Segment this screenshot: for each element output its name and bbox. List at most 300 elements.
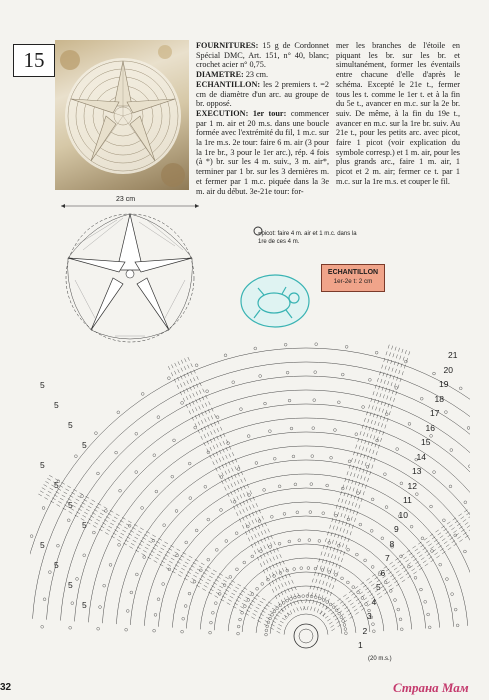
stitch-mark <box>187 365 189 369</box>
stitch-mark <box>327 568 328 572</box>
chain-loop <box>115 451 118 454</box>
chain-loop <box>97 472 100 475</box>
stitch-mark <box>389 411 390 415</box>
stitch-mark <box>184 366 186 370</box>
stitch-mark <box>395 369 396 373</box>
stitch-mark <box>277 631 280 633</box>
stitch-mark <box>359 505 360 509</box>
stitch-mark <box>186 396 188 400</box>
stitch-mark <box>270 558 272 562</box>
stitch-mark <box>211 416 213 420</box>
gauge-sample-box <box>321 264 385 292</box>
chain-loop <box>345 632 348 635</box>
stitch-mark <box>50 488 53 490</box>
chain-loop <box>109 563 112 566</box>
chain-loop <box>357 591 360 594</box>
stitch-mark <box>355 459 356 463</box>
stitch-mark <box>396 354 397 358</box>
stitch-mark <box>208 417 210 421</box>
stitch-mark <box>110 523 113 525</box>
chain-loop <box>30 535 33 538</box>
chain-loop <box>326 484 329 487</box>
stitch-mark <box>333 526 334 530</box>
stitch-mark <box>184 382 186 386</box>
chain-loop <box>315 343 318 346</box>
chain-loop <box>309 511 312 514</box>
stitch-mark <box>403 557 406 559</box>
stitch-mark <box>345 500 346 504</box>
stitch-mark <box>332 629 335 631</box>
stitch-mark <box>382 365 383 369</box>
doily-photo-illustration <box>55 40 189 190</box>
chain-loop <box>318 540 321 543</box>
stitch-mark <box>393 353 394 357</box>
stitch-mark <box>255 519 257 523</box>
stitch-mark <box>109 526 112 528</box>
stitch-mark <box>360 431 361 435</box>
stitch-mark <box>45 481 48 483</box>
stitch-mark <box>192 409 194 413</box>
stitch-mark <box>351 517 352 521</box>
chain-loop <box>306 595 309 598</box>
chain-loop <box>258 520 261 523</box>
stitch-mark <box>272 589 274 593</box>
fan-label: 5 <box>40 540 45 550</box>
stitch-mark <box>142 554 145 556</box>
fan-label: 5 <box>54 560 59 570</box>
chain-loop <box>397 608 400 611</box>
chain-loop <box>372 623 375 626</box>
stitch-mark <box>346 597 349 599</box>
stitch-mark <box>405 560 408 562</box>
stitch-mark <box>350 487 351 491</box>
stitch-mark <box>463 520 466 522</box>
stitch-mark <box>277 628 280 630</box>
chain-loop <box>273 457 276 460</box>
stitch-mark <box>467 525 470 527</box>
stitch-mark <box>358 460 359 464</box>
chain-loop <box>302 595 305 598</box>
chain-loop <box>103 584 106 587</box>
chain-loop <box>385 413 388 416</box>
chain-loop <box>347 518 350 521</box>
chain-loop <box>404 360 407 363</box>
row-label: 17 <box>430 408 440 418</box>
stitch-mark <box>405 350 406 354</box>
chain-loop <box>199 569 202 572</box>
chain-loop <box>449 485 452 488</box>
stitch-mark <box>338 498 339 502</box>
stitch-mark <box>83 515 86 517</box>
chain-loop <box>259 375 262 378</box>
stitch-mark <box>278 624 281 626</box>
stitch-mark <box>217 428 219 432</box>
stitch-mark <box>380 438 381 442</box>
stitch-mark <box>312 579 313 583</box>
stitch-mark <box>223 441 225 445</box>
chain-loop <box>220 509 223 512</box>
stitch-mark <box>352 606 355 608</box>
stitch-mark <box>398 348 399 352</box>
chain-loop <box>395 387 398 390</box>
chain-loop <box>371 498 374 501</box>
stitch-mark <box>246 507 248 511</box>
stitch-mark <box>329 539 330 543</box>
stitch-mark <box>438 533 441 535</box>
stitch-mark <box>382 409 383 413</box>
stitch-mark <box>147 544 150 546</box>
stitch-mark <box>143 550 146 552</box>
stitch-mark <box>251 536 253 540</box>
stitch-mark <box>232 452 234 456</box>
stitch-mark <box>171 365 173 369</box>
stitch-mark <box>164 542 167 544</box>
stitch-mark <box>177 385 179 389</box>
chain-loop <box>207 558 210 561</box>
stitch-mark <box>249 506 251 510</box>
stitch-mark <box>183 565 186 567</box>
stitch-mark <box>258 533 260 537</box>
stitch-mark <box>338 557 339 561</box>
stitch-mark <box>274 541 276 545</box>
chain-loop <box>251 555 254 558</box>
chain-loop <box>396 448 399 451</box>
stitch-mark <box>300 607 302 611</box>
stitch-mark <box>199 406 201 410</box>
stitch-mark <box>40 491 43 493</box>
row-label: 7 <box>385 553 390 563</box>
stitch-mark <box>392 346 393 350</box>
stitch-mark <box>390 588 393 590</box>
stitch-mark <box>199 390 201 394</box>
stitch-mark <box>168 366 170 370</box>
chain-loop <box>400 482 403 485</box>
stitch-mark <box>225 471 227 475</box>
fan-label: 5 <box>68 500 73 510</box>
chain-loop <box>459 387 462 390</box>
chain-loop <box>265 633 268 636</box>
stitch-mark <box>175 363 177 367</box>
chain-loop <box>260 550 263 553</box>
chain-loop <box>176 554 179 557</box>
stitch-mark <box>323 581 324 585</box>
chain-loop <box>69 626 72 629</box>
stitch-mark <box>202 589 205 591</box>
stitch-mark <box>86 509 89 511</box>
chain-loop <box>370 529 373 532</box>
stitch-mark <box>65 489 68 491</box>
chain-loop <box>290 598 293 601</box>
stitch-mark <box>231 483 233 487</box>
chain-loop <box>48 571 51 574</box>
stitch-mark <box>311 593 312 597</box>
chain-loop <box>347 548 350 551</box>
chain-loop <box>155 490 158 493</box>
chain-loop <box>236 568 239 571</box>
stitch-mark <box>424 538 427 540</box>
chain-loop <box>264 402 267 405</box>
stitch-mark <box>436 530 439 532</box>
stitch-mark <box>264 545 266 549</box>
stitch-mark <box>183 398 185 402</box>
stitch-mark <box>365 462 366 466</box>
chain-loop <box>375 351 378 354</box>
stitch-mark <box>348 600 351 602</box>
stitch-mark <box>145 547 148 549</box>
stitch-mark <box>225 487 227 491</box>
stitch-mark <box>352 502 353 506</box>
stitch-mark <box>325 538 326 542</box>
chain-loop <box>241 611 244 614</box>
stitch-mark <box>167 564 170 566</box>
chain-loop <box>442 519 445 522</box>
chain-loop <box>232 381 235 384</box>
stitch-mark <box>218 589 221 591</box>
stitch-mark <box>188 357 190 361</box>
chain-loop <box>273 610 276 613</box>
stitch-mark <box>178 575 181 577</box>
chain-loop <box>235 532 238 535</box>
stitch-mark <box>228 485 230 489</box>
stitch-mark <box>228 599 231 601</box>
chain-loop <box>261 583 264 586</box>
chain-loop <box>337 544 340 547</box>
stitch-mark <box>413 546 416 548</box>
fan-label: 5 <box>82 520 87 530</box>
stitch-mark <box>330 525 331 529</box>
stitch-mark <box>377 378 378 382</box>
stitch-mark <box>209 576 212 578</box>
stitch-mark <box>95 522 98 524</box>
chain-loop <box>75 455 78 458</box>
stitch-mark <box>262 598 265 600</box>
chain-loop <box>368 378 371 381</box>
stitch-mark <box>383 394 384 398</box>
stitch-mark <box>294 594 296 598</box>
stitch-mark <box>219 458 221 462</box>
stitch-mark <box>282 618 285 620</box>
chain-loop <box>188 592 191 595</box>
stitch-mark <box>321 552 322 556</box>
stitch-mark <box>235 466 237 470</box>
chain-loop <box>268 430 271 433</box>
stitch-mark <box>205 418 207 422</box>
stitch-mark <box>121 533 124 535</box>
chain-loop <box>400 628 403 631</box>
chain-loop <box>263 488 266 491</box>
stitch-mark <box>180 571 183 573</box>
chain-loop <box>278 542 281 545</box>
chain-loop <box>181 402 184 405</box>
stitch-mark <box>92 500 95 502</box>
chain-loop <box>207 518 210 521</box>
chain-loop <box>254 347 257 350</box>
stitch-mark <box>362 461 363 465</box>
stitch-mark <box>399 370 400 374</box>
stitch-mark <box>189 395 191 399</box>
stitch-mark <box>38 494 41 496</box>
stitch-mark <box>129 546 132 548</box>
stitch-mark <box>370 434 371 438</box>
chain-loop <box>269 546 272 549</box>
stitch-mark <box>377 593 380 595</box>
stitch-mark <box>392 565 395 567</box>
stitch-mark <box>332 540 333 544</box>
stitch-mark <box>69 511 72 513</box>
stitch-mark <box>381 379 382 383</box>
stitch-mark <box>390 397 391 401</box>
stitch-mark <box>266 576 268 580</box>
stitch-mark <box>469 528 470 530</box>
stitch-mark <box>128 521 131 523</box>
chain-loop <box>308 539 311 542</box>
chain-loop <box>188 462 191 465</box>
chain-loop <box>451 593 454 596</box>
stitch-mark <box>105 532 108 534</box>
stitch-mark <box>253 613 256 615</box>
stitch-mark <box>174 371 176 375</box>
row-label: 4 <box>371 596 377 607</box>
chain-loop <box>456 624 459 627</box>
stitch-mark <box>276 571 278 575</box>
stitch-mark <box>46 494 49 496</box>
chain-loop <box>321 569 324 572</box>
stitch-mark <box>136 534 139 536</box>
stitch-mark <box>440 536 443 538</box>
chain-loop <box>271 613 274 616</box>
stitch-mark <box>369 449 370 453</box>
stitch-mark <box>363 491 364 495</box>
chain-loop <box>408 422 411 425</box>
stitch-mark <box>48 491 51 493</box>
stitch-mark <box>360 592 363 594</box>
stitch-mark <box>201 420 203 424</box>
stitch-mark <box>44 497 47 499</box>
chain-loop <box>284 343 287 346</box>
stitch-mark <box>192 578 195 580</box>
stitch-mark <box>169 561 172 563</box>
stitch-mark <box>112 520 115 522</box>
chain-loop <box>189 497 192 500</box>
chain-loop <box>352 586 355 589</box>
stitch-mark <box>334 605 337 607</box>
stitch-mark <box>389 352 390 356</box>
chain-loop <box>185 541 188 544</box>
chain-loop <box>394 599 397 602</box>
chain-loop <box>322 599 325 602</box>
stitch-mark <box>259 517 261 521</box>
chain-loop <box>251 593 254 596</box>
chain-loop <box>296 511 299 514</box>
chart-round <box>102 432 470 623</box>
stitch-mark <box>74 502 77 504</box>
chain-loop <box>223 584 226 587</box>
stitch-mark <box>206 582 209 584</box>
stitch-mark <box>275 587 277 591</box>
stitch-mark <box>220 442 222 446</box>
chain-loop <box>267 621 270 624</box>
chain-loop <box>454 608 457 611</box>
stitch-mark <box>117 539 120 541</box>
stitch-mark <box>458 514 461 516</box>
chain-loop <box>119 489 122 492</box>
stitch-mark <box>363 447 364 451</box>
stitch-mark <box>135 537 138 539</box>
chain-loop <box>288 399 291 402</box>
stitch-mark <box>307 606 308 610</box>
stitch-mark <box>459 539 462 541</box>
stitch-mark <box>442 538 445 540</box>
stitch-mark <box>265 621 268 623</box>
stitch-mark <box>280 554 282 558</box>
stitch-mark <box>311 607 312 611</box>
chain-loop <box>104 510 107 513</box>
stitch-mark <box>359 446 360 450</box>
stitch-mark <box>331 554 332 558</box>
chain-loop <box>290 427 293 430</box>
chain-loop <box>384 473 387 476</box>
chain-loop <box>342 620 345 623</box>
chain-loop <box>240 408 243 411</box>
stitch-mark <box>214 414 216 418</box>
stitch-mark <box>196 392 198 396</box>
stitch-mark <box>425 564 428 566</box>
chain-loop <box>355 553 358 556</box>
stitch-mark <box>317 609 318 613</box>
stitch-mark <box>193 575 196 577</box>
fan-label: 5 <box>82 440 87 450</box>
chain-loop <box>288 540 291 543</box>
row-label: 16 <box>425 422 435 433</box>
stitch-mark <box>280 621 283 623</box>
doily-photo <box>55 40 189 190</box>
chain-loop <box>345 345 348 348</box>
row-label: 14 <box>416 451 426 462</box>
stitch-mark <box>415 549 418 551</box>
stitch-mark <box>238 584 241 586</box>
chain-loop <box>247 435 250 438</box>
stitch-mark <box>266 560 268 564</box>
chain-loop <box>362 406 365 409</box>
row-label: 15 <box>421 437 431 447</box>
chain-loop <box>92 531 95 534</box>
chain-loop <box>431 550 434 553</box>
stitch-mark <box>209 401 211 405</box>
stitch-mark <box>240 495 242 499</box>
chain-loop <box>298 539 301 542</box>
stitch-mark <box>260 601 263 603</box>
row-label: 9 <box>394 524 399 534</box>
stitch-mark <box>124 527 127 529</box>
stitch-mark <box>333 585 334 589</box>
chain-loop <box>410 525 413 528</box>
stitch-mark <box>244 478 246 482</box>
stitch-mark <box>285 582 287 586</box>
stitch-mark <box>379 596 382 598</box>
stitch-mark <box>57 504 60 506</box>
chain-loop <box>311 455 314 458</box>
stitch-mark <box>402 349 403 353</box>
stitch-mark <box>84 512 87 514</box>
stitch-mark <box>469 515 470 517</box>
stitch-mark <box>233 590 236 592</box>
stitch-mark <box>394 568 397 570</box>
stitch-mark <box>148 541 151 543</box>
stitch-mark <box>400 356 401 360</box>
stitch-mark <box>385 425 386 429</box>
stitch-mark <box>193 393 195 397</box>
row-label: 3 <box>367 611 372 621</box>
